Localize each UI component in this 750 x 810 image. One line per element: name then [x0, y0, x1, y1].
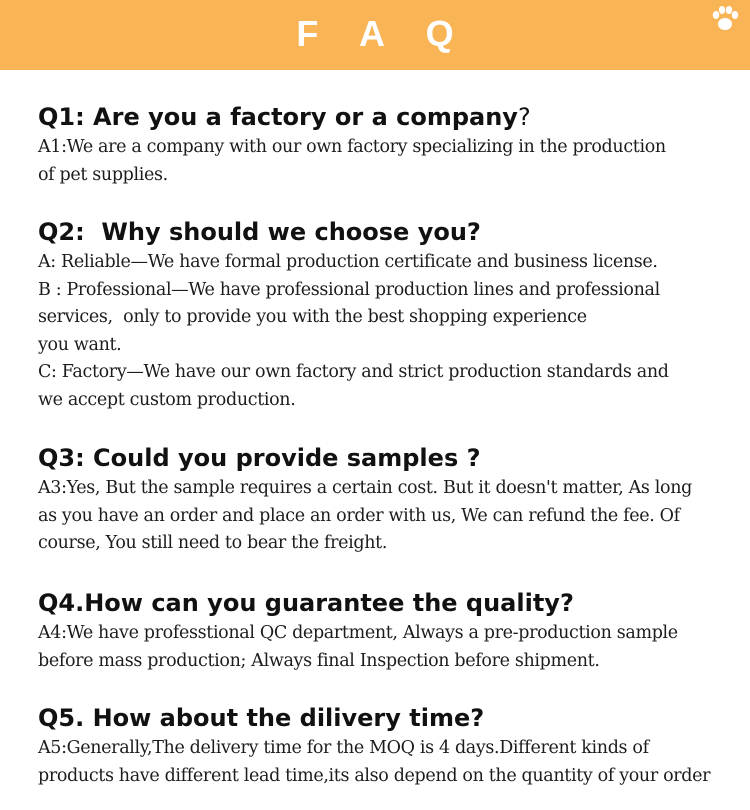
paw-print-icon — [708, 4, 742, 34]
faq-item-1 — [38, 100, 666, 189]
faq-answer-line: A4:We have professtional QC department, Always a pre-production sample — [38, 623, 678, 643]
faq-item-2 — [38, 215, 669, 414]
faq-answer-line: C: Factory—We have our own factory and strict production standards and — [38, 362, 669, 382]
faq-answer-line: of pet supplies. — [38, 164, 168, 185]
faq-answer-line: A1:We are a company with our own factory specializing in the production — [38, 137, 666, 157]
page-title: F A Q — [296, 13, 470, 54]
faq-answer-line: A3:Yes, But the sample requires a certain cost. But it doesn't matter, As long — [38, 478, 692, 498]
faq-question: Q5. How about the dilivery time? — [38, 704, 485, 732]
faq-answer-line: we accept custom production. — [38, 389, 296, 410]
faq-answer-line: you want. — [38, 334, 122, 355]
faq-answer-line: A: Reliable—We have formal production certificate and business license. — [38, 252, 658, 272]
faq-answer-line: course, You still need to bear the freight. — [38, 533, 388, 553]
faq-item-4 — [38, 586, 678, 675]
faq-question: Q1: Are you a factory or a company? — [38, 103, 531, 131]
faq-answer-line: products have different lead time,its also depend on the quantity of your order — [38, 765, 711, 786]
faq-item-3 — [38, 441, 692, 558]
faq-answer-line: services, only to provide you with the best shopping experience — [38, 307, 587, 327]
faq-answer-line: B : Professional—We have professional production lines and professional — [38, 279, 660, 300]
faq-answer-line: A5:Generally,The delivery time for the MOQ is 4 days.Different kinds of — [38, 738, 649, 758]
faq-question: Q2: Why should we choose you? — [38, 218, 481, 246]
faq-question: Q3: Could you provide samples ? — [38, 444, 481, 472]
faq-item-5 — [38, 701, 710, 790]
faq-header — [0, 0, 750, 70]
faq-answer-line: before mass production; Always final Inspection before shipment. — [38, 650, 600, 671]
faq-answer-line: as you have an order and place an order with us, We can refund the fee. Of — [38, 505, 680, 526]
faq-question: Q4.How can you guarantee the quality? — [38, 589, 574, 617]
